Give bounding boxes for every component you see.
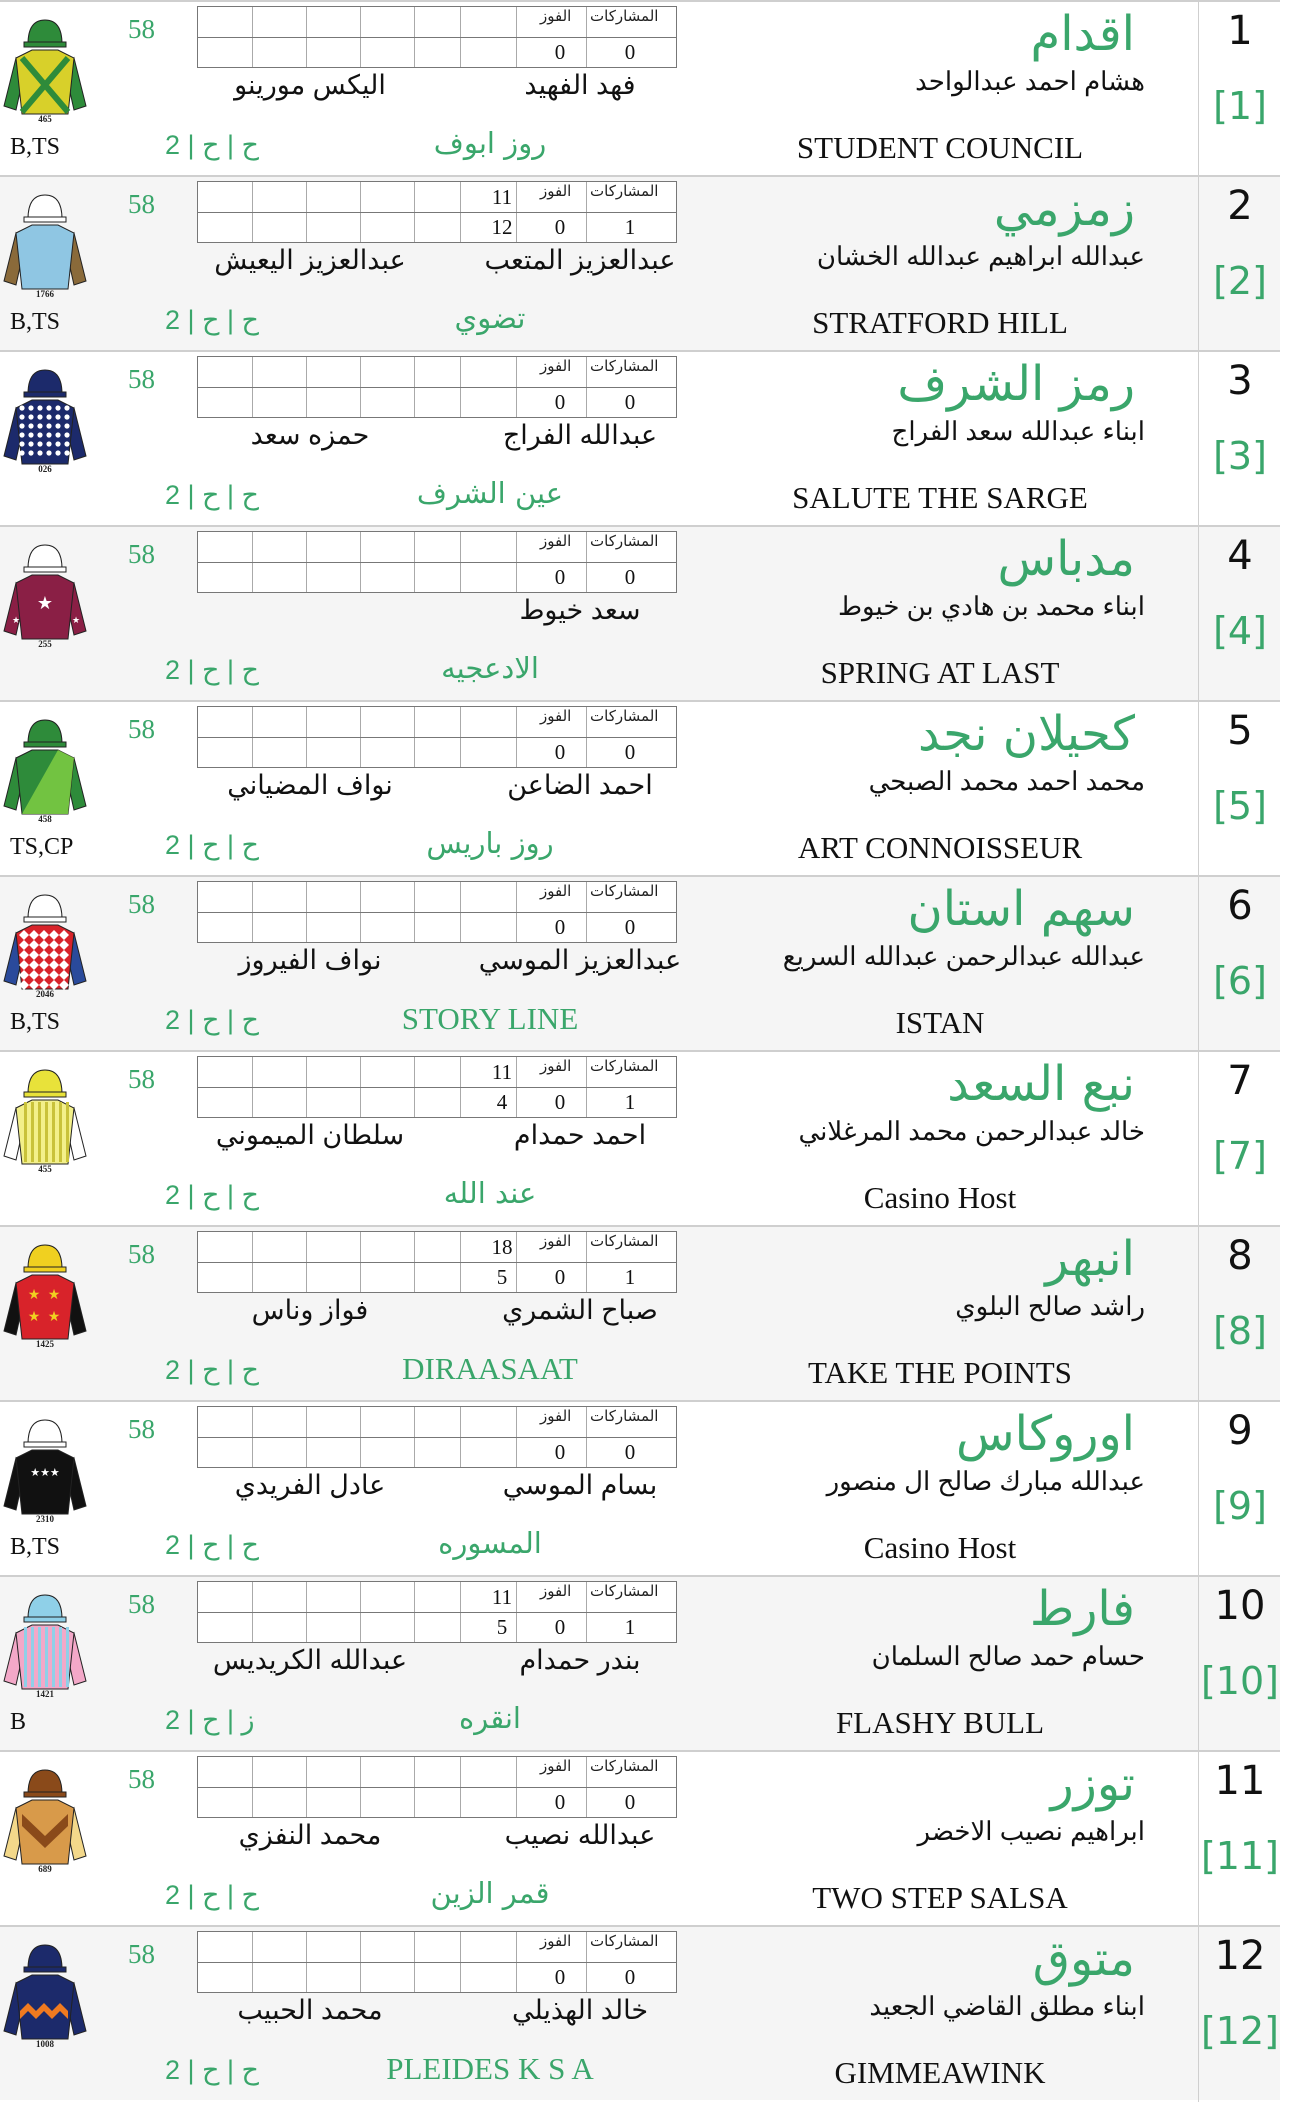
- form-figures: 2 | ح | ح: [165, 130, 259, 160]
- saddle-number: 8: [1227, 1233, 1253, 1279]
- trainer-name: عبدالله الكريديس: [212, 1645, 408, 1675]
- grid-divider: [198, 1087, 676, 1088]
- equipment-code: B: [10, 1709, 27, 1735]
- wins-value: 0: [554, 40, 566, 64]
- starts-value: 1: [624, 1265, 636, 1289]
- trainer-name: عادل الفريدي: [234, 1470, 386, 1500]
- grid-divider: [198, 737, 676, 738]
- jockey-silks-icon: [2, 1939, 88, 2051]
- stats-grid: [197, 1931, 677, 1993]
- horse-english-name: Casino Host: [863, 1530, 1017, 1565]
- horse-name: نبع السعد: [947, 1056, 1135, 1112]
- svg-text:455: 455: [38, 1164, 52, 1174]
- jockey-silks-icon: [2, 1764, 88, 1876]
- starts-value: 0: [624, 1965, 636, 1989]
- trainer-name: محمد الحبيب: [237, 1995, 383, 2025]
- svg-text:★: ★: [12, 616, 21, 626]
- jockey-silks-icon: [2, 364, 88, 476]
- grid-divider: [198, 562, 676, 563]
- trainer-name: اليكس مورينو: [234, 70, 386, 100]
- draw-index: [6]: [1213, 959, 1267, 1003]
- svg-text:689: 689: [38, 1864, 52, 1874]
- saddle-number: 3: [1227, 358, 1253, 404]
- stats-grid: [197, 881, 677, 943]
- svg-text:1425: 1425: [36, 1339, 54, 1349]
- number-column: [1198, 702, 1281, 877]
- carried-weight: 58: [128, 189, 155, 219]
- starts-header: المشاركات: [590, 1582, 659, 1600]
- sire-name: قمر الزين: [430, 1876, 550, 1910]
- owner-name: عبدالله عبدالرحمن عبدالله السريع: [782, 941, 1145, 971]
- jockey-silks-icon: [2, 189, 88, 301]
- trainer-name: عبدالعزيز اليعيش: [214, 245, 406, 275]
- starts-header: المشاركات: [590, 1757, 659, 1775]
- sire-name: روز ابوف: [433, 126, 547, 160]
- stats-grid: [197, 1581, 677, 1643]
- wins-value: 0: [554, 1090, 566, 1114]
- owner-name: عبدالله ابراهيم عبدالله الخشان: [816, 241, 1145, 271]
- form-figures: 2 | ح | ح: [165, 1005, 259, 1035]
- jockey-name: عبدالله الفراج: [502, 420, 658, 450]
- svg-text:026: 026: [38, 464, 52, 474]
- starts-header: المشاركات: [590, 1232, 659, 1250]
- owner-name: محمد احمد محمد الصبحي: [868, 766, 1145, 796]
- wins-value: 0: [554, 1265, 566, 1289]
- svg-text:255: 255: [38, 639, 52, 649]
- jockey-silks-icon: [2, 714, 88, 826]
- starts-value: 0: [624, 915, 636, 939]
- runner-entry: [0, 175, 1280, 350]
- sire-name: روز باريس: [426, 826, 554, 860]
- draw-index: [11]: [1200, 1834, 1279, 1878]
- jockey-silks-icon: [2, 539, 88, 651]
- form-figures: 2 | ح | ح: [165, 1180, 259, 1210]
- wins-value: 0: [554, 915, 566, 939]
- wins-value: 0: [554, 390, 566, 414]
- jockey-name: فهد الفهيد: [524, 70, 636, 100]
- form-figures: 2 | ح | ح: [165, 2055, 259, 2085]
- draw-index: [5]: [1213, 784, 1267, 828]
- stat-value: 11: [491, 1585, 513, 1609]
- starts-value: 1: [624, 215, 636, 239]
- runner-entry: [0, 1225, 1280, 1400]
- jockey-silks-icon: [2, 889, 88, 1001]
- horse-name: متوق: [1032, 1931, 1135, 1987]
- carried-weight: 58: [128, 1414, 155, 1444]
- svg-text:★: ★: [27, 1287, 41, 1303]
- horse-name: فارط: [1029, 1581, 1135, 1637]
- horse-english-name: ART CONNOISSEUR: [797, 830, 1083, 865]
- saddle-number: 4: [1227, 533, 1253, 579]
- stats-grid: [197, 356, 677, 418]
- form-figures: 2 | ح | ح: [165, 305, 259, 335]
- draw-index: [9]: [1213, 1484, 1267, 1528]
- sire-name: المسوره: [438, 1526, 542, 1560]
- saddle-number: 5: [1227, 708, 1253, 754]
- carried-weight: 58: [128, 1939, 155, 1969]
- carried-weight: 58: [128, 1064, 155, 1094]
- jockey-name: عبدالله نصيب: [504, 1820, 656, 1850]
- svg-text:★: ★: [47, 1309, 61, 1325]
- horse-english-name: SPRING AT LAST: [820, 655, 1060, 690]
- svg-text:★★★: ★★★: [30, 1466, 60, 1479]
- stats-grid: [197, 1056, 677, 1118]
- runner-entry: [0, 0, 1280, 175]
- owner-name: ابراهيم نصيب الاخضر: [917, 1816, 1145, 1846]
- wins-value: 0: [554, 1965, 566, 1989]
- stat-value: 11: [491, 185, 513, 209]
- saddle-number: 7: [1227, 1058, 1253, 1104]
- owner-name: ابناء مطلق القاضي الجعيد: [869, 1991, 1145, 2021]
- trainer-name: نواف المضياني: [227, 770, 393, 800]
- jockey-name: عبدالعزيز الموسي: [478, 945, 682, 975]
- wins-value: 0: [554, 740, 566, 764]
- runner-entry: [0, 1750, 1280, 1925]
- stat-value: 4: [496, 1090, 508, 1114]
- starts-header: المشاركات: [590, 707, 659, 725]
- runner-entry: [0, 1925, 1280, 2100]
- number-column: [1198, 1052, 1281, 1227]
- saddle-number: 11: [1214, 1758, 1266, 1804]
- grid-divider: [198, 37, 676, 38]
- grid-divider: [198, 912, 676, 913]
- wins-header: الفوز: [540, 707, 572, 725]
- wins-value: 0: [554, 215, 566, 239]
- runner-entry: [0, 350, 1280, 525]
- wins-header: الفوز: [540, 882, 572, 900]
- stat-value: 12: [491, 215, 513, 239]
- draw-index: [10]: [1200, 1659, 1279, 1703]
- draw-index: [1]: [1213, 84, 1267, 128]
- equipment-code: B,TS: [10, 1009, 61, 1035]
- draw-index: [7]: [1213, 1134, 1267, 1178]
- wins-value: 0: [554, 1615, 566, 1639]
- trainer-name: محمد النفزي: [238, 1820, 382, 1850]
- grid-divider: [198, 387, 676, 388]
- starts-header: المشاركات: [590, 182, 659, 200]
- horse-english-name: FLASHY BULL: [835, 1705, 1045, 1740]
- wins-value: 0: [554, 1790, 566, 1814]
- number-column: [1198, 1402, 1281, 1577]
- starts-value: 0: [624, 740, 636, 764]
- jockey-name: بسام الموسي: [502, 1470, 658, 1500]
- draw-index: [12]: [1200, 2009, 1279, 2053]
- owner-name: هشام احمد عبدالواحد: [915, 66, 1145, 96]
- number-column: [1198, 1227, 1281, 1402]
- form-figures: 2 | ح | ح: [165, 1880, 259, 1910]
- horse-english-name: TWO STEP SALSA: [812, 1880, 1068, 1915]
- stats-grid: [197, 1756, 677, 1818]
- svg-text:★: ★: [36, 593, 54, 614]
- carried-weight: 58: [128, 539, 155, 569]
- horse-name: رمز الشرف: [897, 356, 1135, 412]
- stats-grid: [197, 1231, 677, 1293]
- wins-header: الفوز: [540, 1932, 572, 1950]
- trainer-name: سلطان الميموني: [215, 1120, 405, 1150]
- wins-header: الفوز: [540, 182, 572, 200]
- saddle-number: 9: [1227, 1408, 1253, 1454]
- stat-value: 18: [491, 1235, 513, 1259]
- carried-weight: 58: [128, 1764, 155, 1794]
- horse-name: كحيلان نجد: [917, 706, 1135, 762]
- form-figures: 2 | ح | ح: [165, 1355, 259, 1385]
- stats-grid: [197, 181, 677, 243]
- jockey-name: احمد الضاعن: [507, 770, 653, 800]
- starts-header: المشاركات: [590, 7, 659, 25]
- sire-name: عند الله: [443, 1176, 537, 1210]
- draw-index: [4]: [1213, 609, 1267, 653]
- carried-weight: 58: [128, 889, 155, 919]
- jockey-name: بندر حمدام: [519, 1645, 641, 1675]
- horse-name: توزر: [1050, 1756, 1135, 1812]
- carried-weight: 58: [128, 714, 155, 744]
- form-figures: 2 | ز | ح: [165, 1705, 255, 1735]
- svg-text:★: ★: [72, 616, 81, 626]
- number-column: [1198, 2, 1281, 177]
- saddle-number: 6: [1227, 883, 1253, 929]
- number-column: [1198, 877, 1281, 1052]
- carried-weight: 58: [128, 364, 155, 394]
- saddle-number: 10: [1214, 1583, 1266, 1629]
- wins-header: الفوز: [540, 7, 572, 25]
- horse-english-name: STUDENT COUNCIL: [796, 130, 1084, 165]
- owner-name: راشد صالح البلوي: [955, 1291, 1145, 1321]
- equipment-code: B,TS: [10, 1534, 61, 1560]
- form-figures: 2 | ح | ح: [165, 1530, 259, 1560]
- runner-entry: [0, 525, 1280, 700]
- horse-name: اقدام: [1030, 6, 1135, 62]
- horse-english-name: STRATFORD HILL: [812, 305, 1068, 340]
- starts-value: 0: [624, 565, 636, 589]
- svg-text:1766: 1766: [36, 289, 54, 299]
- jockey-name: عبدالعزيز المتعب: [484, 245, 676, 275]
- wins-header: الفوز: [540, 1582, 572, 1600]
- carried-weight: 58: [128, 14, 155, 44]
- jockey-silks-icon: [2, 1239, 88, 1351]
- horse-name: سهم استان: [907, 881, 1135, 937]
- number-column: [1198, 352, 1281, 527]
- jockey-silks-icon: [2, 1414, 88, 1526]
- carried-weight: 58: [128, 1239, 155, 1269]
- runner-entry: [0, 1400, 1280, 1575]
- jockey-name: خالد الهذيلي: [511, 1995, 649, 2025]
- starts-value: 1: [624, 1090, 636, 1114]
- sire-name: STORY LINE: [401, 1001, 579, 1036]
- stats-grid: [197, 706, 677, 768]
- starts-value: 1: [624, 1615, 636, 1639]
- horse-english-name: TAKE THE POINTS: [808, 1355, 1072, 1390]
- starts-header: المشاركات: [590, 1057, 659, 1075]
- horse-name: زمزمي: [993, 181, 1135, 237]
- grid-divider: [198, 212, 676, 213]
- owner-name: عبدالله مبارك صالح ال منصور: [826, 1466, 1145, 1496]
- number-column: [1198, 177, 1281, 352]
- starts-header: المشاركات: [590, 1407, 659, 1425]
- svg-text:2046: 2046: [36, 989, 54, 999]
- svg-text:2310: 2310: [36, 1514, 54, 1524]
- svg-text:★: ★: [27, 1309, 41, 1325]
- horse-english-name: SALUTE THE SARGE: [792, 480, 1088, 515]
- saddle-number: 12: [1214, 1933, 1266, 1979]
- svg-text:1421: 1421: [36, 1689, 54, 1699]
- equipment-code: TS,CP: [10, 834, 74, 860]
- stat-value: 5: [496, 1615, 508, 1639]
- form-figures: 2 | ح | ح: [165, 480, 259, 510]
- starts-header: المشاركات: [590, 532, 659, 550]
- starts-header: المشاركات: [590, 882, 659, 900]
- carried-weight: 58: [128, 1589, 155, 1619]
- grid-divider: [198, 1612, 676, 1613]
- wins-header: الفوز: [540, 1057, 572, 1075]
- sire-name: PLEIDES K S A: [386, 2051, 594, 2086]
- stat-value: 5: [496, 1265, 508, 1289]
- wins-header: الفوز: [540, 357, 572, 375]
- horse-name: مدباس: [997, 531, 1135, 587]
- sire-name: انقره: [459, 1701, 521, 1735]
- wins-value: 0: [554, 1440, 566, 1464]
- horse-english-name: Casino Host: [863, 1180, 1017, 1215]
- number-column: [1198, 1752, 1281, 1927]
- wins-header: الفوز: [540, 1407, 572, 1425]
- horse-english-name: GIMMEAWINK: [834, 2055, 1046, 2090]
- jockey-silks-icon: [2, 1589, 88, 1701]
- runner-entry: [0, 1050, 1280, 1225]
- number-column: [1198, 527, 1281, 702]
- sire-name: تضوي: [454, 301, 526, 335]
- starts-header: المشاركات: [590, 1932, 659, 1950]
- starts-value: 0: [624, 1440, 636, 1464]
- grid-divider: [198, 1787, 676, 1788]
- horse-name: اوروكاس: [956, 1406, 1135, 1462]
- sire-name: DIRAASAAT: [402, 1351, 578, 1386]
- saddle-number: 2: [1227, 183, 1253, 229]
- sire-name: الادعجيه: [441, 651, 539, 685]
- jockey-name: صباح الشمري: [502, 1295, 658, 1325]
- starts-header: المشاركات: [590, 357, 659, 375]
- trainer-name: نواف الفيروز: [238, 945, 382, 975]
- draw-index: [8]: [1213, 1309, 1267, 1353]
- svg-text:1008: 1008: [36, 2039, 54, 2049]
- jockey-name: سعد خيوط: [519, 595, 641, 625]
- svg-text:465: 465: [38, 114, 52, 124]
- grid-divider: [198, 1262, 676, 1263]
- owner-name: ابناء محمد بن هادي بن خيوط: [838, 591, 1145, 621]
- horse-name: انبهر: [1045, 1231, 1135, 1287]
- owner-name: ابناء عبدالله سعد الفراج: [891, 416, 1145, 446]
- jockey-silks-icon: [2, 1064, 88, 1176]
- stats-grid: [197, 531, 677, 593]
- svg-text:★: ★: [47, 1287, 61, 1303]
- wins-header: الفوز: [540, 1757, 572, 1775]
- trainer-name: فواز وناس: [251, 1295, 369, 1325]
- grid-divider: [198, 1437, 676, 1438]
- wins-value: 0: [554, 565, 566, 589]
- grid-divider: [198, 1962, 676, 1963]
- equipment-code: B,TS: [10, 309, 61, 335]
- owner-name: حسام حمد صالح السلمان: [871, 1641, 1145, 1671]
- starts-value: 0: [624, 1790, 636, 1814]
- equipment-code: B,TS: [10, 134, 61, 160]
- trainer-name: حمزه سعد: [250, 420, 370, 450]
- runner-entry: [0, 1575, 1280, 1750]
- jockey-silks-icon: [2, 14, 88, 126]
- stats-grid: [197, 1406, 677, 1468]
- saddle-number: 1: [1227, 8, 1253, 54]
- draw-index: [3]: [1213, 434, 1267, 478]
- stat-value: 11: [491, 1060, 513, 1084]
- sire-name: عين الشرف: [416, 476, 564, 510]
- starts-value: 0: [624, 40, 636, 64]
- form-figures: 2 | ح | ح: [165, 830, 259, 860]
- wins-header: الفوز: [540, 1232, 572, 1250]
- runner-entry: [0, 875, 1280, 1050]
- stats-grid: [197, 6, 677, 68]
- form-figures: 2 | ح | ح: [165, 655, 259, 685]
- number-column: [1198, 1577, 1281, 1752]
- number-column: [1198, 1927, 1281, 2102]
- owner-name: خالد عبدالرحمن محمد المرغلاني: [798, 1116, 1145, 1146]
- svg-text:458: 458: [38, 814, 52, 824]
- runner-entry: [0, 700, 1280, 875]
- horse-english-name: ISTAN: [895, 1005, 985, 1040]
- starts-value: 0: [624, 390, 636, 414]
- wins-header: الفوز: [540, 532, 572, 550]
- jockey-name: احمد حمدام: [513, 1120, 647, 1150]
- draw-index: [2]: [1213, 259, 1267, 303]
